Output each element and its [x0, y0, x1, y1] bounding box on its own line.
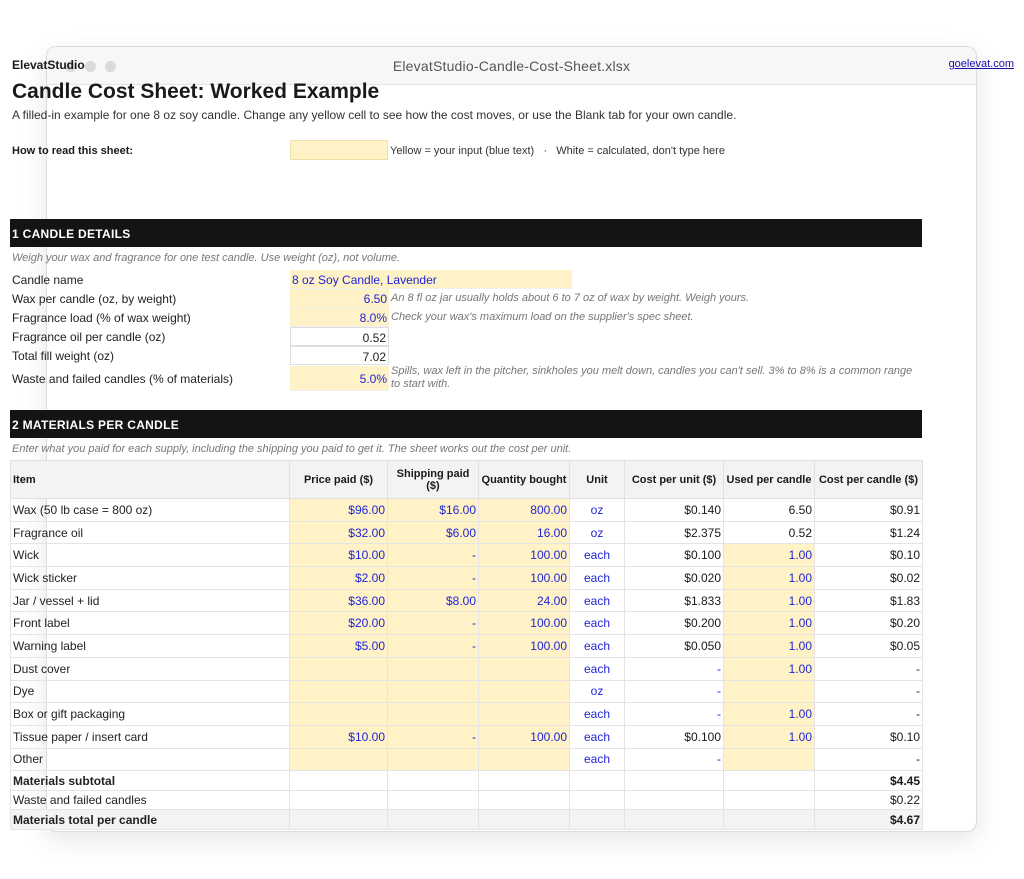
price-cell[interactable] — [290, 703, 388, 726]
cost-per-unit-cell: $0.020 — [625, 567, 724, 590]
table-row — [11, 657, 923, 680]
cost-per-unit-cell: $0.100 — [625, 725, 724, 748]
price-cell[interactable]: $5.00 — [290, 635, 388, 658]
price-cell[interactable]: $32.00 — [290, 521, 388, 544]
item-cell: Dye — [11, 680, 290, 703]
empty-cell — [570, 790, 625, 810]
used-per-candle-cell[interactable] — [724, 680, 815, 703]
unit-cell[interactable]: oz — [570, 499, 625, 522]
shipping-cell[interactable]: $16.00 — [388, 499, 479, 522]
cost-per-unit-cell: $2.375 — [625, 521, 724, 544]
quantity-cell[interactable]: 100.00 — [479, 725, 570, 748]
col-header-unit: Unit — [570, 461, 625, 499]
item-cell: Box or gift packaging — [11, 703, 290, 726]
used-per-candle-cell[interactable]: 1.00 — [724, 725, 815, 748]
price-cell[interactable]: $20.00 — [290, 612, 388, 635]
empty-cell — [625, 810, 724, 830]
shipping-cell[interactable]: $8.00 — [388, 589, 479, 612]
empty-cell — [388, 790, 479, 810]
price-cell[interactable]: $96.00 — [290, 499, 388, 522]
window-title: ElevatStudio-Candle-Cost-Sheet.xlsx — [392, 58, 631, 74]
cost-per-candle-cell: - — [815, 680, 923, 703]
unit-cell[interactable]: each — [570, 544, 625, 567]
summary-label: Waste and failed candles — [11, 790, 290, 810]
empty-cell — [479, 810, 570, 830]
empty-cell — [570, 810, 625, 830]
summary-label: Materials total per candle — [11, 810, 290, 830]
table-row — [11, 567, 923, 590]
summary-value: $4.67 — [815, 810, 923, 830]
summary-row — [11, 810, 923, 830]
quantity-cell[interactable]: 24.00 — [479, 589, 570, 612]
empty-cell — [625, 771, 724, 791]
cost-per-candle-cell: $1.24 — [815, 521, 923, 544]
quantity-cell[interactable]: 100.00 — [479, 544, 570, 567]
cost-per-unit-cell: $0.200 — [625, 612, 724, 635]
unit-cell[interactable]: each — [570, 567, 625, 590]
brand-name: ElevatStudio — [12, 58, 85, 72]
empty-cell — [570, 771, 625, 791]
empty-cell — [290, 810, 388, 830]
cost-per-candle-cell: $0.10 — [815, 544, 923, 567]
shipping-cell[interactable]: - — [388, 725, 479, 748]
unit-cell[interactable]: each — [570, 657, 625, 680]
price-cell[interactable]: $36.00 — [290, 589, 388, 612]
table-header-row — [11, 461, 923, 499]
price-cell[interactable] — [290, 748, 388, 771]
cost-per-candle-cell: - — [815, 748, 923, 771]
empty-cell — [290, 790, 388, 810]
col-header-quantity: Quantity bought — [479, 461, 570, 499]
row-label-wax-per-candle: Wax per candle (oz, by weight) — [12, 292, 177, 306]
row-label-fragrance-oil: Fragrance oil per candle (oz) — [12, 330, 166, 344]
col-header-item: Item — [11, 461, 290, 499]
cost-per-unit-cell: $0.050 — [625, 635, 724, 658]
unit-cell[interactable]: each — [570, 703, 625, 726]
table-row — [11, 703, 923, 726]
quantity-cell[interactable] — [479, 748, 570, 771]
table-row — [11, 521, 923, 544]
col-header-price: Price paid ($) — [290, 461, 388, 499]
empty-cell — [724, 790, 815, 810]
table-row — [11, 499, 923, 522]
waste-percent-input[interactable]: 5.0% — [290, 366, 389, 391]
shipping-cell[interactable] — [388, 748, 479, 771]
table-row — [11, 635, 923, 658]
table-row — [11, 589, 923, 612]
empty-cell — [388, 771, 479, 791]
table-row — [11, 680, 923, 703]
unit-cell[interactable]: oz — [570, 521, 625, 544]
empty-cell — [625, 790, 724, 810]
item-cell: Tissue paper / insert card — [11, 725, 290, 748]
legend-swatch-input[interactable] — [290, 140, 388, 160]
total-fill-value: 7.02 — [290, 346, 389, 365]
used-per-candle-cell[interactable]: 1.00 — [724, 567, 815, 590]
quantity-cell[interactable] — [479, 657, 570, 680]
shipping-cell[interactable]: - — [388, 567, 479, 590]
cost-per-candle-cell: - — [815, 703, 923, 726]
unit-cell[interactable]: each — [570, 748, 625, 771]
unit-cell[interactable]: each — [570, 589, 625, 612]
unit-cell[interactable]: oz — [570, 680, 625, 703]
price-cell[interactable]: $10.00 — [290, 725, 388, 748]
item-cell: Jar / vessel + lid — [11, 589, 290, 612]
howto-label: How to read this sheet: — [12, 145, 134, 157]
item-cell: Front label — [11, 612, 290, 635]
cost-per-candle-cell: $1.83 — [815, 589, 923, 612]
empty-cell — [479, 771, 570, 791]
cost-per-candle-cell: $0.05 — [815, 635, 923, 658]
col-header-shipping: Shipping paid ($) — [388, 461, 479, 499]
shipping-cell[interactable]: $6.00 — [388, 521, 479, 544]
quantity-cell[interactable]: 800.00 — [479, 499, 570, 522]
used-per-candle-cell[interactable]: 1.00 — [724, 612, 815, 635]
empty-cell — [479, 790, 570, 810]
quantity-cell[interactable] — [479, 680, 570, 703]
cost-per-candle-cell: $0.02 — [815, 567, 923, 590]
price-cell[interactable] — [290, 680, 388, 703]
section-header-materials: 2 MATERIALS PER CANDLE — [10, 410, 922, 438]
cost-per-candle-cell: $0.91 — [815, 499, 923, 522]
summary-row — [11, 790, 923, 810]
cost-per-unit-cell: - — [625, 703, 724, 726]
used-per-candle-cell[interactable] — [724, 748, 815, 771]
cost-per-unit-cell: - — [625, 657, 724, 680]
table-row — [11, 544, 923, 567]
empty-cell — [724, 771, 815, 791]
fragrance-load-input[interactable]: 8.0% — [290, 308, 389, 327]
table-row — [11, 612, 923, 635]
quantity-cell[interactable]: 100.00 — [479, 635, 570, 658]
page-title: Candle Cost Sheet: Worked Example — [12, 80, 380, 103]
shipping-cell[interactable] — [388, 657, 479, 680]
item-cell: Wick — [11, 544, 290, 567]
unit-cell[interactable]: each — [570, 725, 625, 748]
col-header-cost-per-candle: Cost per candle ($) — [815, 461, 923, 499]
quantity-cell[interactable]: 100.00 — [479, 567, 570, 590]
empty-cell — [290, 771, 388, 791]
cost-per-unit-cell: - — [625, 680, 724, 703]
cost-per-unit-cell: - — [625, 748, 724, 771]
quantity-cell[interactable] — [479, 703, 570, 726]
used-per-candle-cell[interactable]: 1.00 — [724, 589, 815, 612]
item-cell: Wax (50 lb case = 800 oz) — [11, 499, 290, 522]
used-per-candle-cell: 0.52 — [724, 521, 815, 544]
legend-text: Yellow = your input (blue text) · White = calculated, don't type here — [390, 145, 725, 157]
row-label-candle-name: Candle name — [12, 273, 84, 287]
cost-per-unit-cell: $1.833 — [625, 589, 724, 612]
col-header-used: Used per candle — [724, 461, 815, 499]
fragrance-oil-value: 0.52 — [290, 327, 389, 346]
note-wax-per-candle: An 8 fl oz jar usually holds about 6 to 7 oz of wax by weight. Weigh yours. — [391, 292, 750, 304]
summary-row — [11, 771, 923, 791]
wax-per-candle-input[interactable]: 6.50 — [290, 289, 389, 308]
cost-per-unit-cell: $0.100 — [625, 544, 724, 567]
price-cell[interactable]: $2.00 — [290, 567, 388, 590]
summary-value: $4.45 — [815, 771, 923, 791]
empty-cell — [724, 810, 815, 830]
item-cell: Wick sticker — [11, 567, 290, 590]
summary-label: Materials subtotal — [11, 771, 290, 791]
used-per-candle-cell[interactable]: 1.00 — [724, 544, 815, 567]
page-subtitle: A filled-in example for one 8 oz soy candle. Change any yellow cell to see how the cost moves, or use the Blank tab for your own candle. — [12, 108, 737, 122]
note-waste: Spills, wax left in the pitcher, sinkholes you melt down, candles you can't sell. 3% to 8% is a common range to start with. — [391, 365, 913, 390]
empty-cell — [388, 810, 479, 830]
item-cell: Other — [11, 748, 290, 771]
unit-cell[interactable]: each — [570, 635, 625, 658]
shipping-cell[interactable]: - — [388, 544, 479, 567]
item-cell: Warning label — [11, 635, 290, 658]
section-note-candle-details: Weigh your wax and fragrance for one test candle. Use weight (oz), not volume. — [12, 252, 401, 264]
used-per-candle-cell[interactable]: 1.00 — [724, 703, 815, 726]
shipping-cell[interactable]: - — [388, 635, 479, 658]
cost-per-unit-cell: $0.140 — [625, 499, 724, 522]
col-header-cost-per-unit: Cost per unit ($) — [625, 461, 724, 499]
cost-per-candle-cell: $0.10 — [815, 725, 923, 748]
summary-value: $0.22 — [815, 790, 923, 810]
candle-name-input[interactable]: 8 oz Soy Candle, Lavender — [290, 270, 572, 289]
section-header-candle-details: 1 CANDLE DETAILS — [10, 219, 922, 247]
section-note-materials: Enter what you paid for each supply, including the shipping you paid to get it. The sheet works out the cost per unit. — [12, 443, 572, 455]
used-per-candle-cell[interactable]: 1.00 — [724, 657, 815, 680]
used-per-candle-cell[interactable]: 1.00 — [724, 635, 815, 658]
item-cell: Dust cover — [11, 657, 290, 680]
table-row — [11, 725, 923, 748]
quantity-cell[interactable]: 100.00 — [479, 612, 570, 635]
row-label-fragrance-load: Fragrance load (% of wax weight) — [12, 311, 191, 325]
shipping-cell[interactable] — [388, 680, 479, 703]
shipping-cell[interactable] — [388, 703, 479, 726]
quantity-cell[interactable]: 16.00 — [479, 521, 570, 544]
price-cell[interactable]: $10.00 — [290, 544, 388, 567]
row-label-total-fill: Total fill weight (oz) — [12, 349, 115, 363]
note-fragrance-load: Check your wax's maximum load on the supplier's spec sheet. — [391, 311, 694, 323]
price-cell[interactable] — [290, 657, 388, 680]
materials-table — [10, 460, 923, 830]
shipping-cell[interactable]: - — [388, 612, 479, 635]
table-row — [11, 748, 923, 771]
used-per-candle-cell: 6.50 — [724, 499, 815, 522]
cost-per-candle-cell: $0.20 — [815, 612, 923, 635]
unit-cell[interactable]: each — [570, 612, 625, 635]
item-cell: Fragrance oil — [11, 521, 290, 544]
site-link[interactable]: goelevat.com — [948, 58, 1014, 70]
cost-per-candle-cell: - — [815, 657, 923, 680]
row-label-waste: Waste and failed candles (% of materials) — [12, 372, 233, 386]
